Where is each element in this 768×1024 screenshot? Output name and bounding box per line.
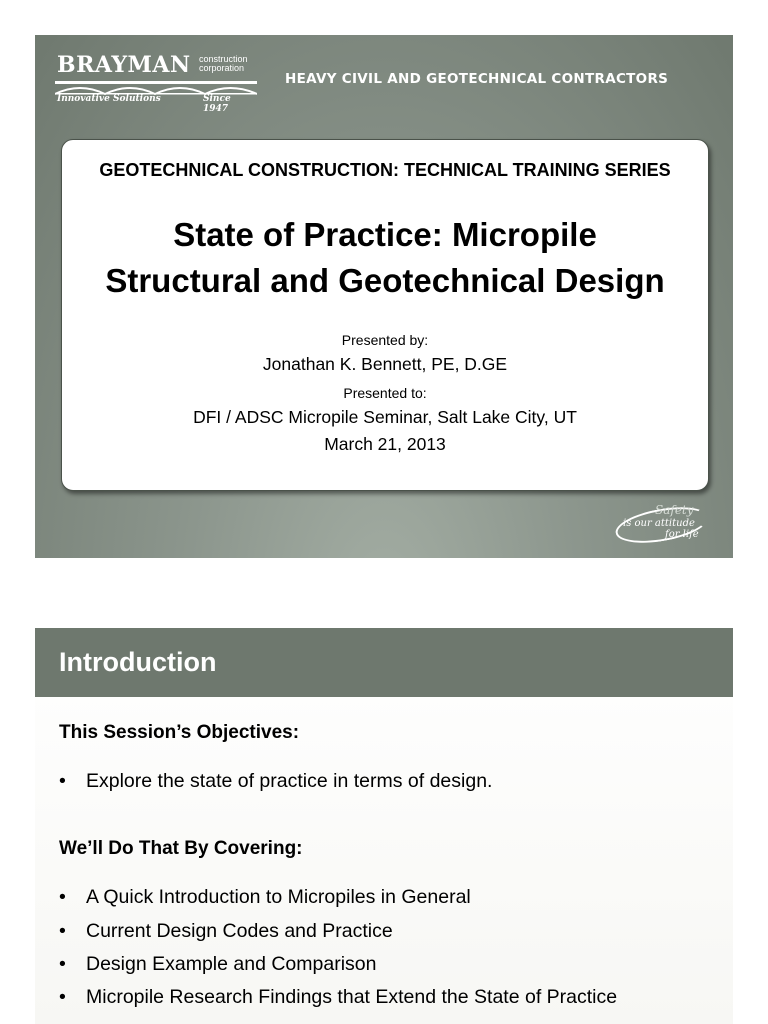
covering-text: A Quick Introduction to Micropiles in General [86,886,471,908]
covering-text: Current Design Codes and Practice [86,920,393,942]
covering-bullet [59,953,376,976]
event-name: DFI / ADSC Micropile Seminar, Salt Lake City, UT [193,407,577,427]
safety-line-3: for life [665,529,699,540]
covering-bullet [59,920,393,943]
logo-tagline-right: Since 1947 [203,94,231,114]
logo-brand: BRAYMAN [57,52,191,78]
covering-heading: We’ll Do That By Covering: [59,838,303,859]
objective-text: Explore the state of practice in terms of design. [86,770,493,792]
brayman-logo [55,52,257,114]
presentation-title [62,212,708,304]
introduction-slide [35,628,733,1024]
covering-text: Micropile Research Findings that Extend the State of Practice [86,986,618,1008]
title-line-1: State of Practice: Micropile [173,216,597,253]
bullet-dot: • [59,770,66,792]
bullet-dot: • [59,986,66,1008]
slide-header [35,628,733,697]
presentation-date: March 21, 2013 [324,434,446,454]
safety-line-2: is our attitude [623,518,695,529]
safety-logo [613,503,713,545]
presenter-name: Jonathan K. Bennett, PE, D.GE [262,354,508,374]
covering-text: Design Example and Comparison [86,953,377,975]
title-line-2: Structural and Geotechnical Design [105,262,665,299]
objectives-heading: This Session’s Objectives: [59,722,300,743]
covering-bullet [59,886,471,909]
bullet-dot: • [59,953,66,975]
logo-tagline-left: Innovative Solutions [57,94,161,104]
bullet-dot: • [59,920,66,942]
presented-by-label: Presented by: [341,332,429,348]
title-card [61,139,709,491]
company-tagline: HEAVY CIVIL AND GEOTECHNICAL CONTRACTORS [285,71,669,87]
covering-bullet [59,986,617,1009]
slide-title: Introduction [59,647,217,677]
safety-word: Safety [655,503,694,517]
logo-brand-side [199,55,248,73]
presented-to-label: Presented to: [343,385,427,401]
logo-brand-side-1: construction [199,54,248,64]
logo-brand-side-2: corporation [199,63,245,73]
series-heading: GEOTECHNICAL CONSTRUCTION: TECHNICAL TRAINING SERIES [99,160,671,180]
title-slide [35,35,733,558]
objective-bullet [59,770,492,793]
bullet-dot: • [59,886,66,908]
